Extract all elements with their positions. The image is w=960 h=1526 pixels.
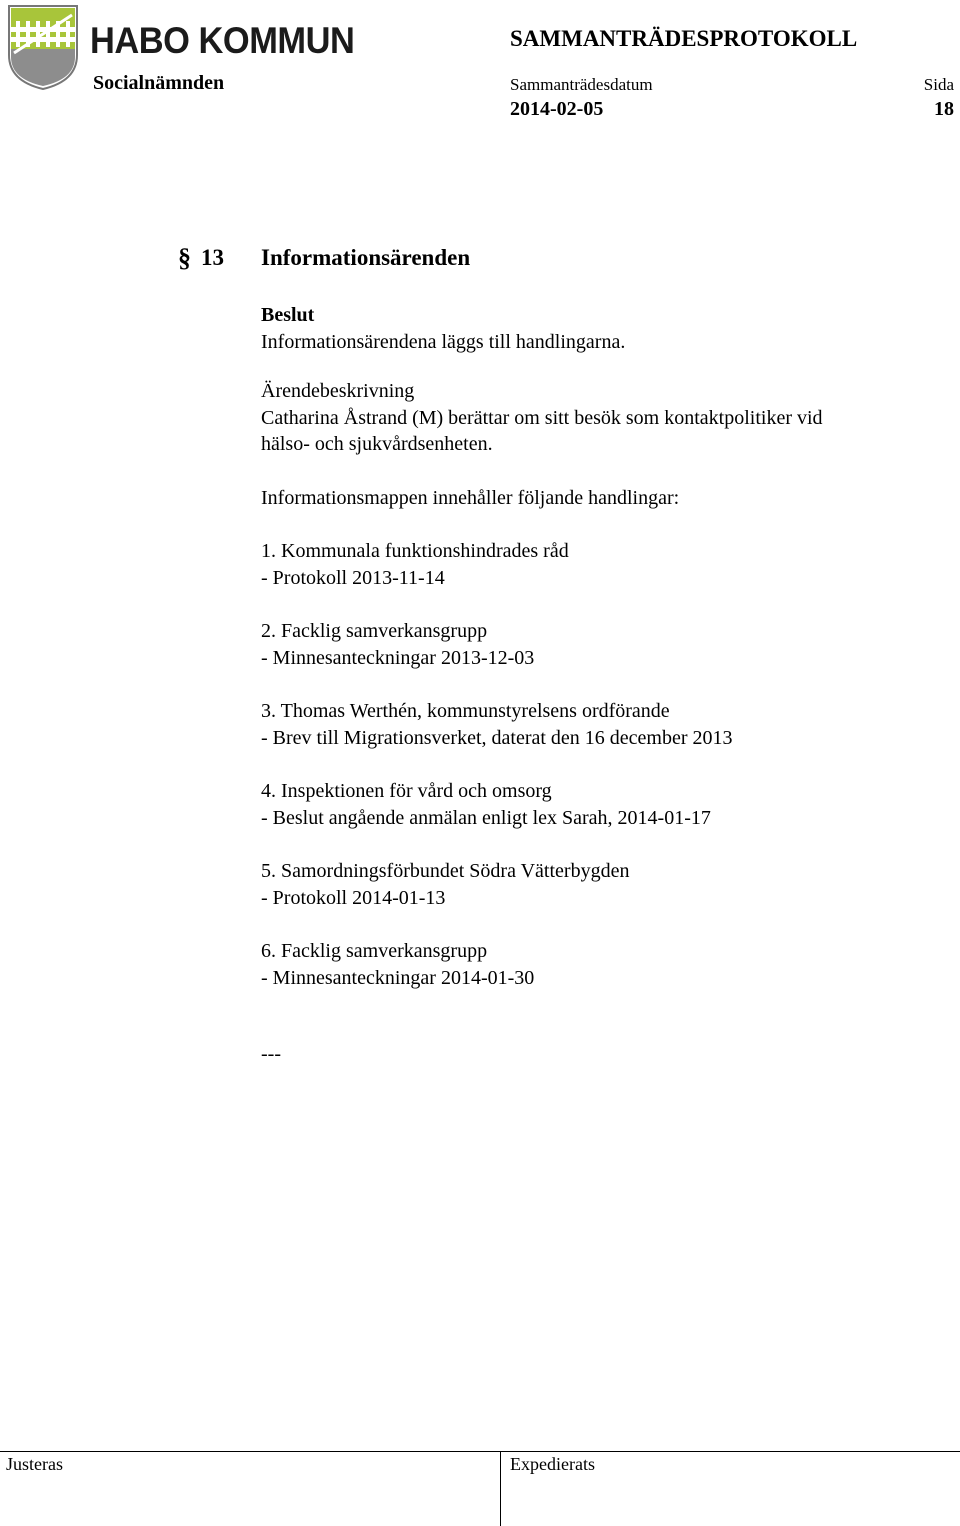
dispatched-label: Expedierats (510, 1454, 595, 1474)
department-name: Socialnämnden (93, 72, 225, 94)
section-symbol: § (178, 243, 191, 272)
end-mark: --- (261, 1043, 281, 1065)
section-number: 13 (201, 245, 224, 270)
list-item-title: 3. Thomas Werthén, kommunstyrelsens ordförande (261, 700, 670, 722)
section-title: Informationsärenden (261, 245, 471, 270)
list-item-detail: - Beslut angående anmälan enligt lex Sarah, 2014-01-17 (261, 806, 711, 829)
list-item (261, 858, 921, 911)
list-item-title: 1. Kommunala funktionshindrades råd (261, 540, 569, 562)
footer-divider (0, 1451, 960, 1452)
list-item-detail: - Brev till Migrationsverket, daterat den 16 december 2013 (261, 726, 733, 749)
list-item-title: 6. Facklig samverkansgrupp (261, 940, 488, 962)
list-item-detail: - Minnesanteckningar 2013-12-03 (261, 646, 535, 669)
signed-label: Justeras (6, 1454, 63, 1474)
protocol-body (261, 302, 921, 1068)
page-label: Sida (923, 75, 954, 94)
list-item (261, 938, 921, 991)
list-item-detail: - Minnesanteckningar 2014-01-30 (261, 966, 535, 989)
list-item-detail: - Protokoll 2014-01-13 (261, 886, 446, 909)
description-text-line1: Catharina Åstrand (M) berättar om sitt besök som kontaktpolitiker vid (261, 406, 823, 429)
list-item-title: 2. Facklig samverkansgrupp (261, 620, 488, 642)
page-number: 18 (934, 98, 954, 120)
habo-coat-of-arms-logo (6, 3, 80, 91)
municipality-name: HABO KOMMUN (90, 20, 355, 61)
list-item (261, 618, 921, 671)
meeting-date-label: Sammanträdesdatum (510, 75, 653, 94)
footer-column-divider (500, 1452, 501, 1526)
list-item (261, 698, 921, 751)
decision-heading: Beslut (261, 304, 315, 326)
list-item (261, 538, 921, 591)
documents-intro: Informationsmappen innehåller följande handlingar: (261, 486, 680, 509)
list-item-detail: - Protokoll 2013-11-14 (261, 566, 445, 589)
decision-text: Informationsärendena läggs till handlingarna. (261, 330, 626, 353)
list-item-title: 4. Inspektionen för vård och omsorg (261, 780, 552, 802)
document-title: SAMMANTRÄDESPROTOKOLL (510, 26, 858, 51)
list-item-title: 5. Samordningsförbundet Södra Vätterbygden (261, 860, 630, 882)
meeting-date-value: 2014-02-05 (510, 98, 604, 120)
description-heading: Ärendebeskrivning (261, 380, 415, 402)
description-text-line2: hälso- och sjukvårdsenheten. (261, 433, 493, 455)
list-item (261, 778, 921, 831)
